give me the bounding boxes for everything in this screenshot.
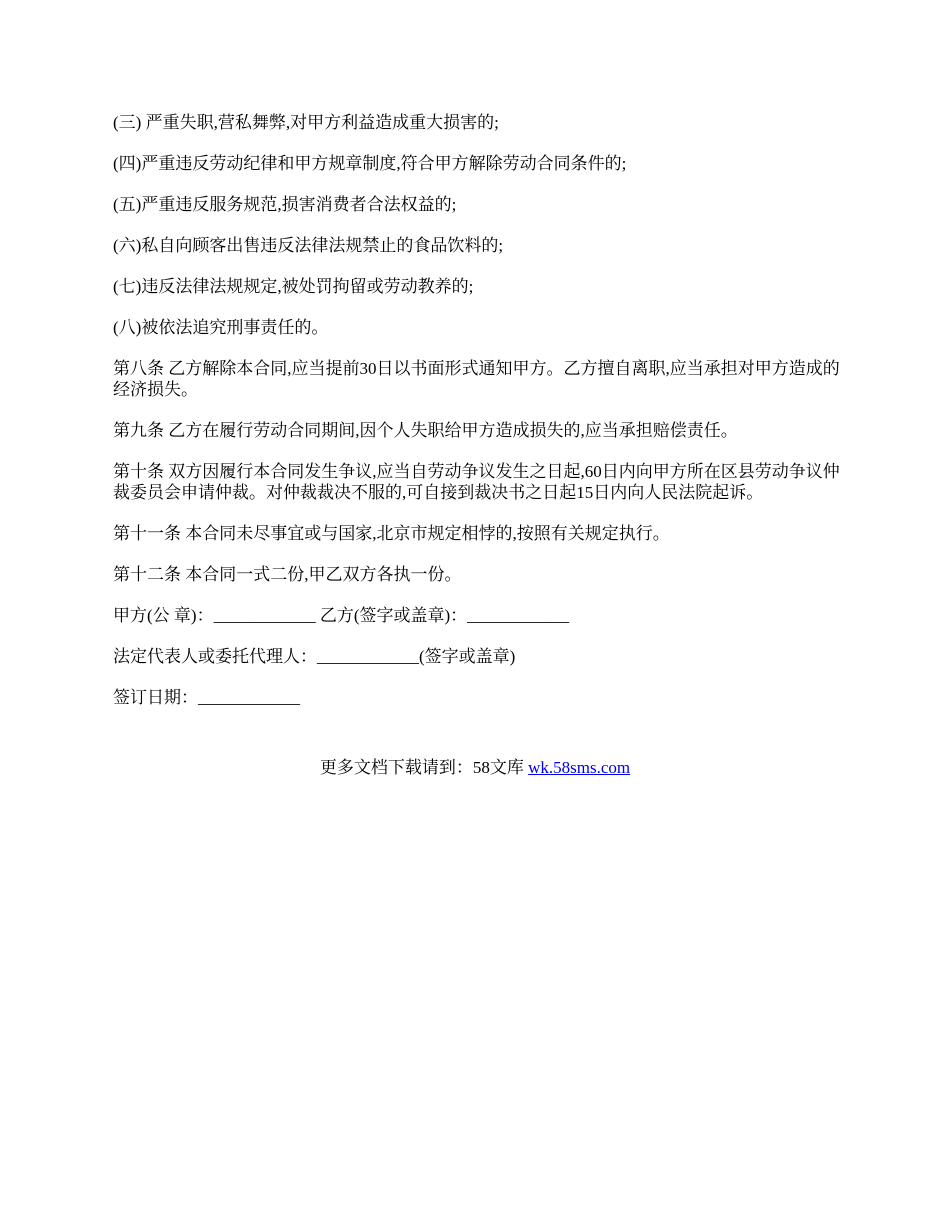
representative-signature-line: 法定代表人或委托代理人：____________(签字或盖章) xyxy=(113,647,516,666)
article-12: 第十二条 本合同一式二份,甲乙双方各执一份。 xyxy=(113,565,462,584)
article-10: 第十条 双方因履行本合同发生争议,应当自劳动争议发生之日起,60日内向甲方所在区县劳动争议仲裁委员会申请仲裁。对仲裁裁决不服的,可自接到裁决书之日起15日内向人民法院起诉。 xyxy=(113,462,840,502)
clause-item-3: (三) 严重失职,营私舞弊,对甲方利益造成重大损害的; xyxy=(113,113,499,132)
footer-text: 更多文档下载请到：58文库 xyxy=(319,758,529,777)
article-8: 第八条 乙方解除本合同,应当提前30日以书面形式通知甲方。乙方擅自离职,应当承担对甲方造成的经济损失。 xyxy=(113,359,840,399)
article-11: 第十一条 本合同未尽事宜或与国家,北京市规定相悖的,按照有关规定执行。 xyxy=(113,524,670,543)
signing-date-line: 签订日期：____________ xyxy=(113,688,300,707)
clause-item-6: (六)私自向顾客出售违反法律法规禁止的食品饮料的; xyxy=(113,236,504,255)
document-body xyxy=(113,112,843,728)
clause-item-4: (四)严重违反劳动纪律和甲方规章制度,符合甲方解除劳动合同条件的; xyxy=(113,154,627,173)
clause-item-5: (五)严重违反服务规范,损害消费者合法权益的; xyxy=(113,195,457,214)
footer-link[interactable]: wk.58sms.com xyxy=(528,758,631,777)
clause-item-7: (七)违反法律法规规定,被处罚拘留或劳动教养的; xyxy=(113,277,474,296)
party-signature-line: 甲方(公 章)：____________ 乙方(签字或盖章)：____________ xyxy=(113,606,570,625)
article-9: 第九条 乙方在履行劳动合同期间,因个人失职给甲方造成损失的,应当承担赔偿责任。 xyxy=(113,421,738,440)
clause-item-8: (八)被依法追究刑事责任的。 xyxy=(113,318,329,337)
download-footer xyxy=(0,757,950,778)
